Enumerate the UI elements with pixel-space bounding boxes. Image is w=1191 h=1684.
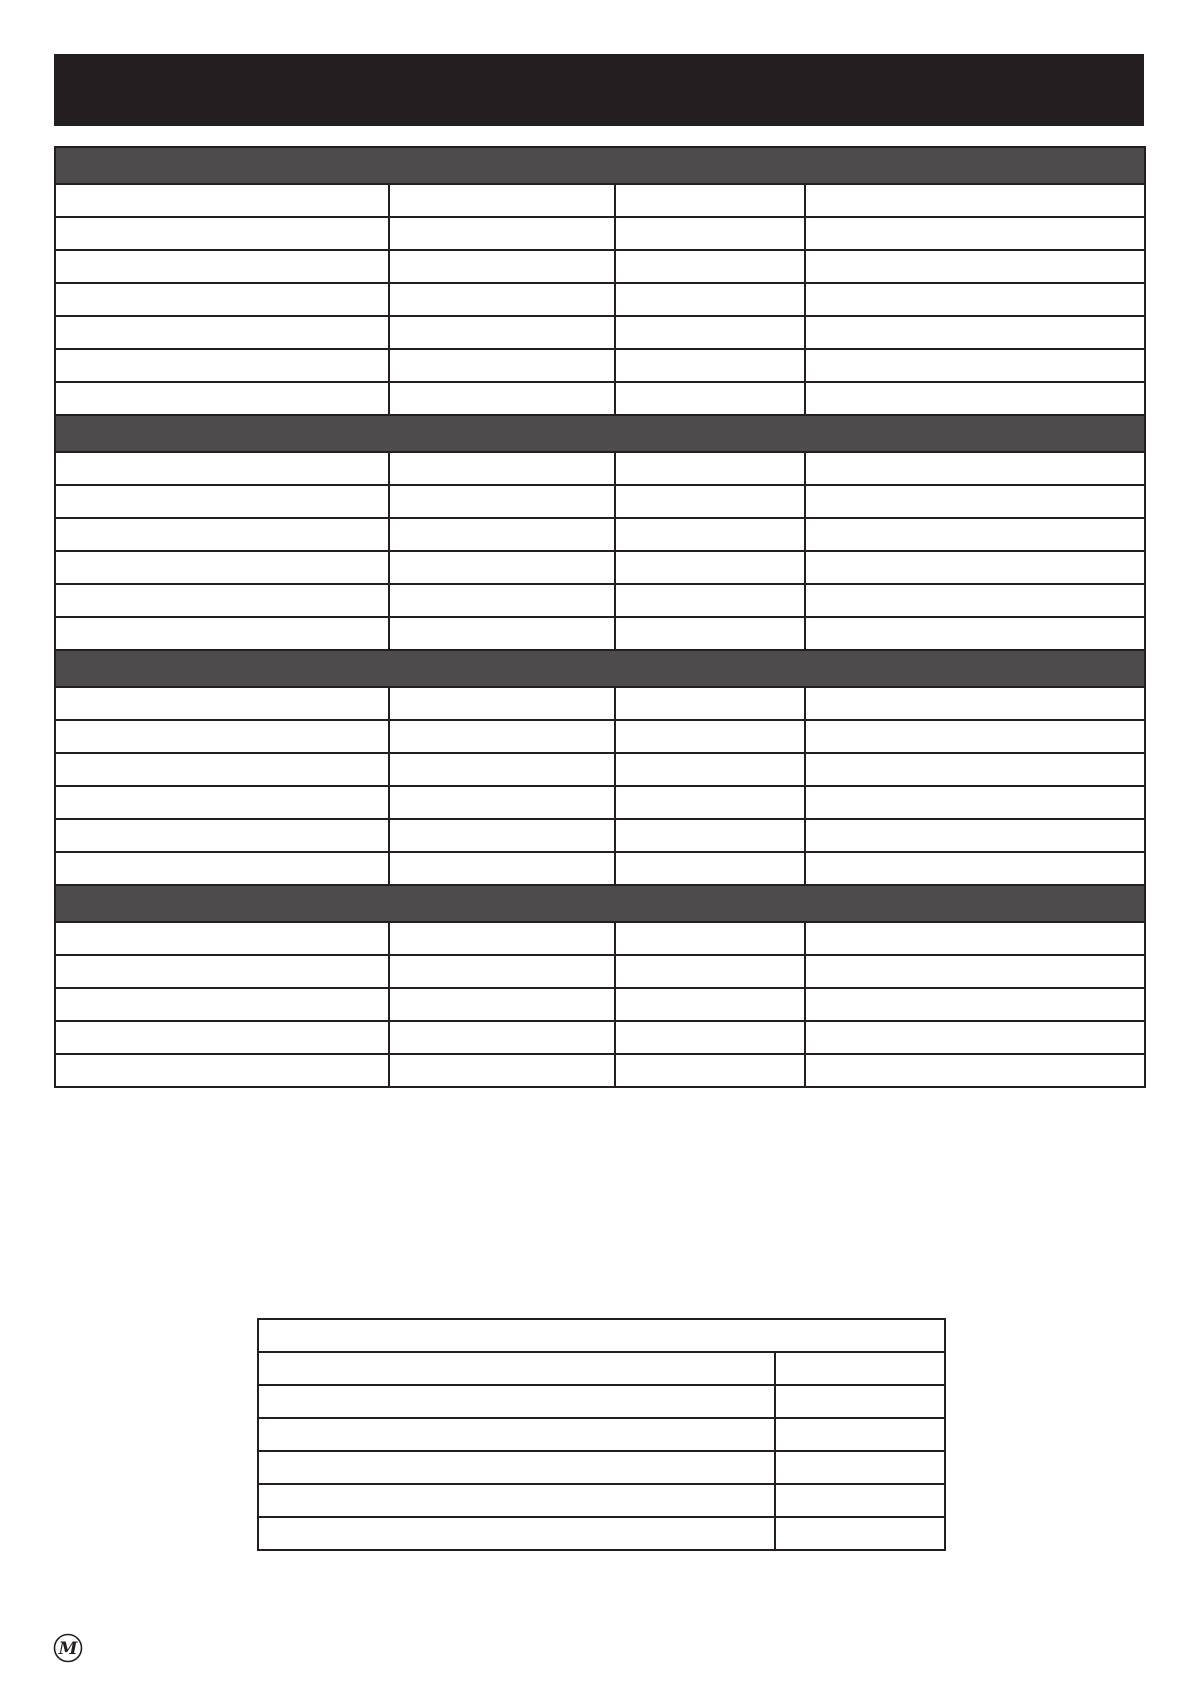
section-header-cell — [55, 147, 1145, 184]
table-row — [55, 217, 1145, 250]
table-cell — [805, 753, 1145, 786]
table-cell — [615, 1021, 805, 1054]
table-cell — [55, 485, 389, 518]
table-row — [55, 184, 1145, 217]
table-cell — [55, 184, 389, 217]
table-cell — [805, 988, 1145, 1021]
table-cell — [389, 617, 615, 650]
table-row — [55, 852, 1145, 885]
table-cell — [615, 485, 805, 518]
summary-cell — [775, 1418, 945, 1451]
section-header-row — [55, 650, 1145, 687]
table-row — [55, 720, 1145, 753]
table-cell — [389, 349, 615, 382]
table-cell — [55, 617, 389, 650]
table-cell — [55, 584, 389, 617]
summary-cell — [258, 1517, 775, 1550]
table-cell — [615, 988, 805, 1021]
table-cell — [389, 316, 615, 349]
table-cell — [389, 852, 615, 885]
table-cell — [805, 819, 1145, 852]
table-cell — [615, 316, 805, 349]
summary-row — [258, 1484, 945, 1517]
table-cell — [55, 217, 389, 250]
table-cell — [389, 217, 615, 250]
table-row — [55, 1054, 1145, 1087]
table-row — [55, 452, 1145, 485]
table-cell — [805, 250, 1145, 283]
table-row — [55, 955, 1145, 988]
table-cell — [805, 349, 1145, 382]
table-cell — [615, 687, 805, 720]
table-cell — [805, 786, 1145, 819]
section-header-cell — [55, 415, 1145, 452]
table-cell — [55, 518, 389, 551]
table-cell — [389, 452, 615, 485]
table-cell — [389, 720, 615, 753]
table-cell — [55, 753, 389, 786]
table-cell — [389, 382, 615, 415]
table-cell — [55, 819, 389, 852]
table-cell — [55, 852, 389, 885]
table-cell — [615, 382, 805, 415]
table-cell — [615, 452, 805, 485]
table-cell — [389, 551, 615, 584]
table-cell — [55, 316, 389, 349]
table-cell — [55, 988, 389, 1021]
table-row — [55, 316, 1145, 349]
summary-cell — [258, 1385, 775, 1418]
table-cell — [615, 852, 805, 885]
table-row — [55, 922, 1145, 955]
table-cell — [389, 988, 615, 1021]
summary-row — [258, 1451, 945, 1484]
table-cell — [389, 584, 615, 617]
table-cell — [615, 217, 805, 250]
table-cell — [805, 584, 1145, 617]
page-title-bar — [54, 54, 1144, 126]
summary-row — [258, 1418, 945, 1451]
table-cell — [615, 184, 805, 217]
table-row — [55, 687, 1145, 720]
section-header-cell — [55, 885, 1145, 922]
table-cell — [615, 786, 805, 819]
table-cell — [55, 720, 389, 753]
section-header-row — [55, 147, 1145, 184]
table-cell — [55, 1054, 389, 1087]
table-cell — [389, 819, 615, 852]
table-row — [55, 786, 1145, 819]
table-cell — [805, 617, 1145, 650]
table-cell — [805, 184, 1145, 217]
table-cell — [805, 1021, 1145, 1054]
table-cell — [389, 518, 615, 551]
table-cell — [615, 584, 805, 617]
table-cell — [805, 452, 1145, 485]
section-header-row — [55, 885, 1145, 922]
table-cell — [805, 852, 1145, 885]
m-monogram-logo-icon — [53, 1633, 83, 1663]
summary-cell — [775, 1451, 945, 1484]
summary-cell — [258, 1451, 775, 1484]
table-cell — [805, 922, 1145, 955]
table-row — [55, 753, 1145, 786]
table-row — [55, 584, 1145, 617]
table-cell — [615, 250, 805, 283]
table-cell — [615, 1054, 805, 1087]
summary-cell — [775, 1352, 945, 1385]
table-row — [55, 1021, 1145, 1054]
table-row — [55, 551, 1145, 584]
table-row — [55, 349, 1145, 382]
table-cell — [805, 316, 1145, 349]
table-cell — [389, 485, 615, 518]
table-cell — [55, 349, 389, 382]
table-cell — [55, 250, 389, 283]
table-cell — [615, 819, 805, 852]
table-cell — [389, 786, 615, 819]
summary-row — [258, 1352, 945, 1385]
summary-cell — [775, 1484, 945, 1517]
summary-cell — [775, 1385, 945, 1418]
table-cell — [615, 955, 805, 988]
table-cell — [805, 217, 1145, 250]
table-cell — [615, 753, 805, 786]
table-row — [55, 283, 1145, 316]
table-cell — [55, 283, 389, 316]
table-cell — [55, 922, 389, 955]
table-cell — [615, 617, 805, 650]
table-cell — [615, 720, 805, 753]
table-cell — [615, 551, 805, 584]
summary-row — [258, 1385, 945, 1418]
table-cell — [389, 1054, 615, 1087]
section-header-row — [55, 415, 1145, 452]
table-row — [55, 382, 1145, 415]
table-cell — [805, 518, 1145, 551]
table-cell — [389, 184, 615, 217]
table-cell — [55, 382, 389, 415]
table-cell — [389, 250, 615, 283]
table-cell — [615, 922, 805, 955]
table-cell — [55, 687, 389, 720]
table-cell — [55, 551, 389, 584]
main-table — [54, 146, 1146, 1088]
summary-cell — [775, 1517, 945, 1550]
table-cell — [389, 922, 615, 955]
table-cell — [805, 955, 1145, 988]
table-cell — [805, 720, 1145, 753]
table-cell — [389, 687, 615, 720]
table-cell — [615, 283, 805, 316]
table-cell — [805, 1054, 1145, 1087]
table-cell — [389, 1021, 615, 1054]
svg-text:M: M — [58, 1639, 78, 1659]
table-row — [55, 518, 1145, 551]
summary-header-row — [258, 1319, 945, 1352]
table-cell — [805, 382, 1145, 415]
table-cell — [615, 349, 805, 382]
summary-header-cell — [258, 1319, 945, 1352]
table-cell — [389, 955, 615, 988]
summary-cell — [258, 1484, 775, 1517]
table-cell — [615, 518, 805, 551]
table-row — [55, 617, 1145, 650]
summary-cell — [258, 1352, 775, 1385]
table-cell — [805, 485, 1145, 518]
summary-table — [257, 1318, 946, 1551]
summary-cell — [258, 1418, 775, 1451]
table-cell — [55, 452, 389, 485]
summary-row — [258, 1517, 945, 1550]
table-row — [55, 250, 1145, 283]
table-row — [55, 988, 1145, 1021]
table-cell — [805, 551, 1145, 584]
table-row — [55, 485, 1145, 518]
table-cell — [389, 283, 615, 316]
section-header-cell — [55, 650, 1145, 687]
table-cell — [55, 786, 389, 819]
table-cell — [55, 955, 389, 988]
table-cell — [55, 1021, 389, 1054]
table-cell — [389, 753, 615, 786]
table-row — [55, 819, 1145, 852]
table-cell — [805, 687, 1145, 720]
table-cell — [805, 283, 1145, 316]
